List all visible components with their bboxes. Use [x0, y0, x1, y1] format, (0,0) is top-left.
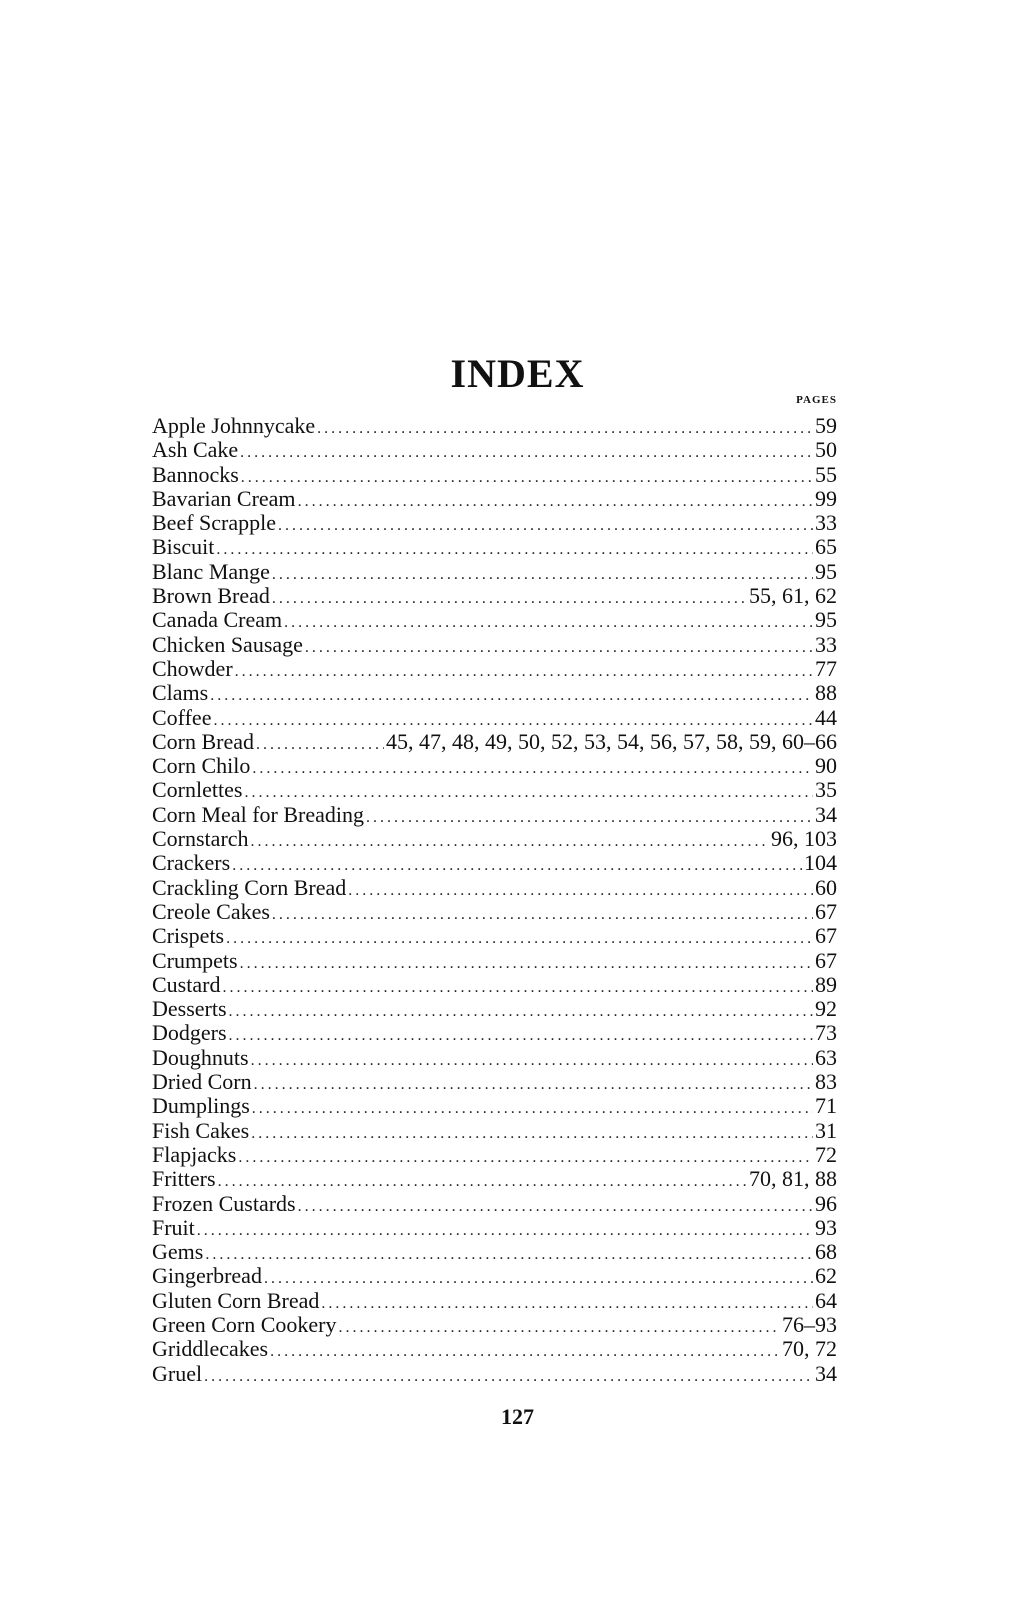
dot-leader	[256, 733, 384, 757]
index-entry	[152, 608, 837, 632]
entry-pages: 70, 81, 88	[749, 1166, 837, 1192]
entry-name: Gruel	[152, 1360, 203, 1386]
entry-name: Crispets	[152, 923, 225, 949]
entry-name: Gluten Corn Bread	[152, 1287, 320, 1313]
entry-name: Fritters	[152, 1166, 216, 1192]
entry-name: Frozen Custards	[152, 1190, 296, 1216]
entry-pages: 67	[815, 923, 837, 949]
index-entry	[152, 1362, 837, 1386]
entry-name: Creole Cakes	[152, 898, 270, 924]
entry-pages: 92	[815, 996, 837, 1022]
index-entry	[152, 1216, 837, 1240]
entry-pages: 60	[815, 874, 837, 900]
entry-name: Beef Scrapple	[152, 510, 276, 536]
index-entry	[152, 1337, 837, 1361]
dot-leader	[216, 538, 813, 562]
index-entry	[152, 463, 837, 487]
index-entry	[152, 754, 837, 778]
dot-leader	[241, 466, 813, 490]
entry-name: Corn Chilo	[152, 753, 251, 779]
index-list	[152, 414, 837, 1386]
entry-pages: 99	[815, 485, 837, 511]
entry-name: Corn Meal for Breading	[152, 801, 364, 827]
entry-pages: 89	[815, 971, 837, 997]
entry-name: Chicken Sausage	[152, 631, 303, 657]
index-entry	[152, 1192, 837, 1216]
entry-name: Crackers	[152, 850, 231, 876]
entry-pages: 76–93	[782, 1311, 837, 1337]
dot-leader	[264, 1267, 813, 1291]
entry-name: Fish Cakes	[152, 1117, 250, 1143]
index-entry	[152, 511, 837, 535]
dot-leader	[272, 563, 813, 587]
entry-name: Ash Cake	[152, 437, 239, 463]
index-entry	[152, 851, 837, 875]
entry-pages: 64	[815, 1287, 837, 1313]
entry-name: Dodgers	[152, 1020, 227, 1046]
entry-name: Crumpets	[152, 947, 238, 973]
entry-pages: 68	[815, 1239, 837, 1265]
entry-pages: 83	[815, 1069, 837, 1095]
entry-name: Bavarian Cream	[152, 485, 296, 511]
entry-pages: 31	[815, 1117, 837, 1143]
entry-pages: 62	[815, 1263, 837, 1289]
entry-pages: 70, 72	[782, 1336, 837, 1362]
dot-leader	[366, 806, 813, 830]
entry-name: Cornstarch	[152, 826, 249, 852]
entry-name: Dried Corn	[152, 1069, 252, 1095]
entry-name: Fruit	[152, 1214, 195, 1240]
index-entry	[152, 1289, 837, 1313]
index-entry	[152, 657, 837, 681]
index-entry	[152, 1167, 837, 1191]
entry-pages: 67	[815, 898, 837, 924]
entry-pages: 96, 103	[771, 826, 837, 852]
entry-name: Brown Bread	[152, 583, 270, 609]
index-entry	[152, 876, 837, 900]
entry-pages: 93	[815, 1214, 837, 1240]
index-entry	[152, 973, 837, 997]
dot-leader	[348, 879, 813, 903]
dot-leader	[317, 417, 813, 441]
dot-leader	[252, 757, 813, 781]
dot-leader	[222, 976, 813, 1000]
entry-name: Clams	[152, 680, 209, 706]
entry-name: Canada Cream	[152, 607, 283, 633]
index-entry	[152, 1094, 837, 1118]
entry-name: Dumplings	[152, 1093, 250, 1119]
entry-name: Bannocks	[152, 461, 239, 487]
index-entry	[152, 414, 837, 438]
dot-leader	[270, 1340, 780, 1364]
entry-name: Apple Johnnycake	[152, 413, 316, 438]
entry-name: Biscuit	[152, 534, 215, 560]
entry-pages: 67	[815, 947, 837, 973]
index-entry	[152, 560, 837, 584]
index-entry	[152, 924, 837, 948]
entry-pages: 33	[815, 631, 837, 657]
entry-name: Custard	[152, 971, 221, 997]
dot-leader	[254, 1073, 813, 1097]
dot-leader	[278, 514, 813, 538]
entry-name: Crackling Corn Bread	[152, 874, 347, 900]
entry-pages: 33	[815, 510, 837, 536]
entry-name: Gingerbread	[152, 1263, 262, 1289]
pages-column-heading: PAGES	[796, 394, 837, 406]
entry-name: Coffee	[152, 704, 212, 730]
entry-pages: 34	[815, 1360, 837, 1386]
index-entry	[152, 681, 837, 705]
dot-leader	[229, 1000, 813, 1024]
entry-name: Cornlettes	[152, 777, 243, 803]
entry-name: Doughnuts	[152, 1044, 249, 1070]
dot-leader	[197, 1219, 813, 1243]
index-entry	[152, 900, 837, 924]
dot-leader	[229, 1024, 813, 1048]
index-entry	[152, 997, 837, 1021]
entry-pages: 90	[815, 753, 837, 779]
dot-leader	[218, 1170, 747, 1194]
dot-leader	[235, 660, 813, 684]
dot-leader	[272, 587, 747, 611]
page-number: 127	[501, 1404, 534, 1429]
entry-pages: 50	[815, 437, 837, 463]
dot-leader	[240, 441, 813, 465]
entry-pages: 59	[815, 413, 837, 438]
dot-leader	[298, 490, 813, 514]
entry-pages: 34	[815, 801, 837, 827]
entry-pages: 45, 47, 48, 49, 50, 52, 53, 54, 56, 57, 58, 59, 60–66	[386, 728, 837, 754]
entry-pages: 55, 61, 62	[749, 583, 837, 609]
entry-pages: 95	[815, 558, 837, 584]
entry-pages: 71	[815, 1093, 837, 1119]
index-entry	[152, 438, 837, 462]
entry-pages: 96	[815, 1190, 837, 1216]
dot-leader	[205, 1243, 813, 1267]
entry-pages: 55	[815, 461, 837, 487]
index-entry	[152, 1119, 837, 1143]
index-entry	[152, 778, 837, 802]
index-entry	[152, 1143, 837, 1167]
dot-leader	[284, 611, 813, 635]
dot-leader	[240, 952, 813, 976]
dot-leader	[272, 903, 813, 927]
entry-pages: 95	[815, 607, 837, 633]
index-entry	[152, 827, 837, 851]
entry-name: Griddlecakes	[152, 1336, 269, 1362]
entry-name: Blanc Mange	[152, 558, 270, 584]
index-entry	[152, 1264, 837, 1288]
dot-leader	[298, 1195, 813, 1219]
index-entry	[152, 1021, 837, 1045]
index-entry	[152, 803, 837, 827]
entry-name: Desserts	[152, 996, 227, 1022]
index-entry	[152, 706, 837, 730]
entry-name: Gems	[152, 1239, 204, 1265]
dot-leader	[321, 1292, 813, 1316]
index-entry	[152, 730, 837, 754]
dot-leader	[252, 1097, 813, 1121]
entry-pages: 35	[815, 777, 837, 803]
dot-leader	[305, 636, 813, 660]
entry-name: Chowder	[152, 655, 233, 681]
index-entry	[152, 584, 837, 608]
index-entry	[152, 1240, 837, 1264]
index-entry	[152, 1046, 837, 1070]
index-entry	[152, 535, 837, 559]
entry-pages: 77	[815, 655, 837, 681]
dot-leader	[210, 684, 813, 708]
index-entry	[152, 949, 837, 973]
dot-leader	[251, 1122, 813, 1146]
entry-pages: 104	[804, 850, 837, 876]
entry-pages: 65	[815, 534, 837, 560]
entry-pages: 72	[815, 1141, 837, 1167]
dot-leader	[238, 1146, 813, 1170]
entry-name: Flapjacks	[152, 1141, 237, 1167]
entry-pages: 63	[815, 1044, 837, 1070]
entry-pages: 88	[815, 680, 837, 706]
entry-name: Corn Bread	[152, 728, 255, 754]
entry-pages: 44	[815, 704, 837, 730]
index-entry	[152, 633, 837, 657]
dot-leader	[251, 830, 769, 854]
entry-pages: 73	[815, 1020, 837, 1046]
dot-leader	[226, 927, 813, 951]
index-entry	[152, 1070, 837, 1094]
dot-leader	[251, 1049, 813, 1073]
dot-leader	[204, 1365, 813, 1389]
page-title: INDEX	[450, 351, 585, 396]
dot-leader	[339, 1316, 780, 1340]
index-entry	[152, 487, 837, 511]
index-entry	[152, 1313, 837, 1337]
entry-name: Green Corn Cookery	[152, 1311, 337, 1337]
